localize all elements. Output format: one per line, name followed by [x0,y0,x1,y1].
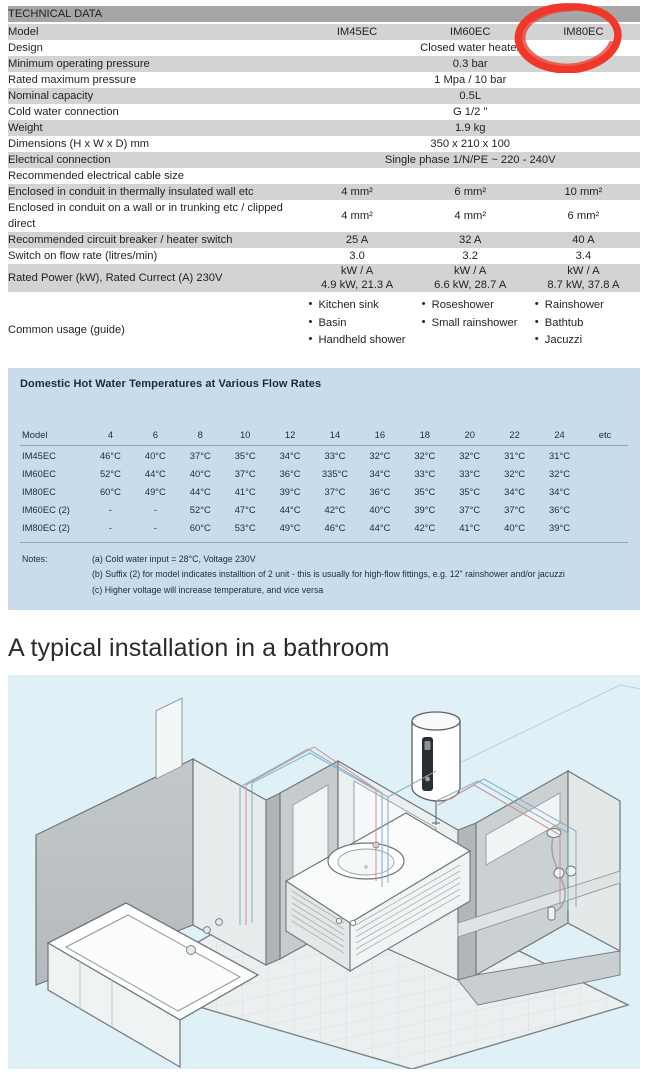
temp-value: 40°C [369,503,391,515]
table-row [20,500,628,518]
model-name: IM80EC [22,485,56,497]
temperature-table [20,426,628,537]
row-label: Rated Power (kW), Rated Currect (A) 230V [8,264,300,292]
temp-value: 34°C [504,485,526,497]
col-header-flow: 18 [419,429,431,441]
table-row [20,446,628,465]
table-row [8,184,640,200]
hot-water-temperature-panel [8,368,640,611]
usage-cell [414,292,527,353]
technical-data-section [0,0,648,354]
table-row [8,88,640,104]
row-value: 4 mm² [300,200,413,232]
row-label: Electrical connection [8,152,300,168]
col-header-flow: 24 [554,429,565,441]
row-label: Nominal capacity [8,88,300,104]
temp-value: 36°C [279,467,301,479]
page-title: A typical installation in a bathroom [8,634,390,663]
notes-body [92,552,565,598]
temp-value: 39°C [279,485,301,497]
list-item: • Roseshower [422,297,527,314]
temp-empty [582,464,628,482]
panel-title: Domestic Hot Water Temperatures at Various Flow Rates [20,377,322,390]
row-value: 25 A [300,232,413,248]
col-header-etc: etc [598,429,612,441]
temp-value: 32°C [357,446,402,465]
row-value-spanned: 0.3 bar [300,56,640,72]
table-row [8,56,640,72]
temp-value: - [153,521,157,533]
temp-value: 37°C [178,446,223,465]
temp-value: 42°C [414,521,436,533]
table-row-rated-power [8,264,640,292]
row-value-spanned: G 1/2 " [300,104,640,120]
table-row [8,120,640,136]
row-value: 40 A [527,232,640,248]
rated-power-unit: kW / A [567,265,600,278]
temp-value: 49°C [144,485,166,497]
temp-value: 44°C [144,467,166,479]
row-value-spanned: 0.5L [300,88,640,104]
table-row [8,104,640,120]
temp-value: 37°C [234,467,256,479]
notes-divider [20,542,628,543]
temp-value: 32°C [549,467,570,479]
col-header-flow: 6 [152,429,158,441]
row-value-spanned: 350 x 210 x 100 [300,136,640,152]
temp-value: 33°C [313,446,358,465]
technical-data-title: TECHNICAL DATA [8,6,300,22]
row-value: 3.0 [300,248,413,264]
notes-label: Notes: [22,554,48,565]
table-row [8,24,640,40]
temp-value: 34°C [268,446,313,465]
temp-value: 46°C [324,521,346,533]
temp-value: - [153,503,157,515]
temp-value: 31°C [537,446,582,465]
row-value: 3.4 [527,248,640,264]
temp-value: 35°C [223,446,268,465]
temp-value: 33°C [414,467,436,479]
rated-power-unit: kW / A [340,265,374,278]
row-value-spanned: Closed water heater [300,40,640,56]
note-item: (c) Higher voltage will increase temperature, and vice versa [92,584,324,595]
col-header-flow: 8 [197,429,203,441]
table-row [8,248,640,264]
row-label: Enclosed in conduit in thermally insulated wall etc [8,184,300,200]
rated-power-value: 4.9 kW, 21.3 A [320,279,394,292]
row-label: Common usage (guide) [8,292,300,353]
usage-list [422,297,527,332]
row-label: Rated maximum pressure [8,72,300,88]
row-label: Switch on flow rate (litres/min) [8,248,300,264]
table-row [8,232,640,248]
temp-value: 44°C [279,503,301,515]
table-row [8,200,640,232]
table-row [20,518,628,536]
temp-value: 52°C [189,503,211,515]
notes-section [20,552,628,598]
temp-value: 37°C [324,485,346,497]
row-value: IM60EC [414,24,527,40]
temp-value: 52°C [99,467,121,479]
row-value: IM80EC [527,24,640,40]
row-label: Minimum operating pressure [8,56,300,72]
temp-value: 47°C [234,503,256,515]
temperature-header-row [20,426,628,446]
temp-empty [582,518,628,536]
temp-value: 60°C [99,485,121,497]
temp-value: 39°C [414,503,436,515]
row-value-spanned [300,168,640,184]
list-item: • Basin [308,315,413,332]
row-value: 6 mm² [414,184,527,200]
col-header-flow: 14 [329,429,341,441]
usage-list [308,297,413,349]
temp-value: 33°C [459,467,481,479]
row-value: 4 mm² [300,184,413,200]
col-header-flow: 16 [374,429,386,441]
bathroom-installation-illustration [8,675,640,1069]
temp-value: 34°C [549,485,570,497]
table-row [8,152,640,168]
temp-value: 35°C [459,485,481,497]
temp-value: 35°C [414,485,436,497]
row-value-spanned: 1 Mpa / 10 bar [300,72,640,88]
row-label: Enclosed in conduit on a wall or in trunking etc / clipped direct [8,200,300,232]
row-value: 4 mm² [414,200,527,232]
temp-empty [582,446,628,465]
table-row [20,482,628,500]
temp-value: 32°C [504,467,526,479]
table-row [8,136,640,152]
col-header-flow: 22 [509,429,520,441]
temp-value: 31°C [492,446,537,465]
row-label: Design [8,40,300,56]
temp-value: 37°C [504,503,526,515]
temp-value: 44°C [369,521,391,533]
list-item: • Handheld shower [308,332,413,349]
temp-value: 40°C [504,521,526,533]
usage-cell [527,292,640,353]
row-value: 10 mm² [527,184,640,200]
temp-value: 34°C [369,467,391,479]
col-header-flow: 4 [107,429,114,441]
list-item: • Bathtub [535,315,640,332]
rated-power-cell [414,264,527,292]
row-label: Recommended electrical cable size [8,168,300,184]
col-header-flow: 20 [464,429,475,441]
list-item: • Kitchen sink [308,297,413,314]
model-name: IM80EC (2) [22,521,70,533]
model-name: IM60EC [22,467,56,479]
temp-value: - [108,503,113,515]
table-row [20,464,628,482]
rated-power-value: 6.6 kW, 28.7 A [434,279,507,292]
temp-value: 32°C [402,446,447,465]
temp-value: - [108,521,113,533]
list-item: • Jacuzzi [535,332,640,349]
temp-value: 32°C [447,446,492,465]
table-row-common-usage [8,292,640,353]
temp-value: 37°C [459,503,481,515]
usage-list [535,297,640,349]
row-value: 32 A [414,232,527,248]
rated-power-cell [527,264,640,292]
temp-value: 53°C [234,521,256,533]
temp-value: 46°C [88,446,133,465]
col-header-flow: 12 [284,429,296,441]
note-item: (b) Suffix (2) for model indicates installtion of 2 unit - this is usually for high-flow fittings, e.g. 12" rainshower and/or jacuzzi [92,569,565,580]
rated-power-value: 8.7 kW, 37.8 A [547,279,620,292]
temp-value: 40°C [189,467,211,479]
temp-value: 60°C [189,521,211,533]
technical-data-table [8,6,640,354]
col-header-model: Model [22,429,48,441]
rated-power-unit: kW / A [454,265,487,278]
bathroom-isometric-svg [8,675,640,1069]
temp-value: 41°C [234,485,256,497]
temp-empty [582,500,628,518]
rated-power-cell [300,264,413,292]
list-item: • Small rainshower [422,315,527,332]
table-row [8,40,640,56]
list-item: • Rainshower [535,297,640,314]
col-header-flow: 10 [239,429,251,441]
row-label: Recommended circuit breaker / heater switch [8,232,300,248]
temp-value: 41°C [459,521,481,533]
row-value: 6 mm² [527,200,640,232]
row-value: IM45EC [300,24,413,40]
row-label: Dimensions (H x W x D) mm [8,136,300,152]
temp-value: 49°C [279,521,301,533]
temp-value: 39°C [549,521,570,533]
row-value: 3.2 [414,248,527,264]
temp-value: 36°C [369,485,391,497]
note-item: (a) Cold water input = 28°C, Voltage 230V [92,554,256,565]
row-value-spanned: Single phase 1/N/PE ~ 220 - 240V [300,152,640,168]
usage-cell [300,292,413,353]
header-cell-model-3 [527,6,640,22]
temp-value: 335°C [321,467,349,479]
header-cell-model-2 [414,6,527,22]
header-cell-model-1 [300,6,413,22]
temp-value: 40°C [133,446,178,465]
row-label: Model [8,24,300,40]
model-name: IM60EC (2) [22,503,70,515]
temp-empty [582,482,628,500]
table-row [8,72,640,88]
table-header-row [8,6,640,22]
row-label: Cold water connection [8,104,300,120]
table-row [8,168,640,184]
row-label: Weight [8,120,300,136]
temp-value: 42°C [324,503,346,515]
model-name: IM45EC [20,446,88,465]
temp-value: 36°C [549,503,570,515]
row-value-spanned: 1.9 kg [300,120,640,136]
temp-value: 44°C [189,485,211,497]
